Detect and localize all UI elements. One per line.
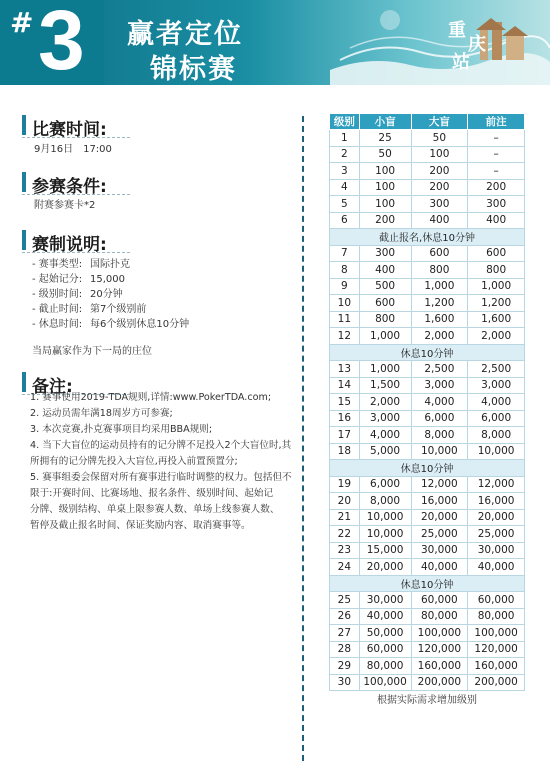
cell-ante: 100,000 (468, 625, 525, 642)
cell-small-blind: 30,000 (359, 592, 411, 609)
table-header-row (330, 114, 525, 130)
section-accent-bar (22, 372, 26, 392)
cell-ante: – (468, 130, 525, 147)
cell-big-blind: 200 (411, 179, 468, 196)
cell-big-blind: 8,000 (411, 427, 468, 444)
cell-ante: 600 (468, 245, 525, 262)
cell-ante: 160,000 (468, 658, 525, 675)
cell-level: 20 (330, 493, 360, 510)
cell-small-blind: 3,000 (359, 410, 411, 427)
break-row (330, 460, 525, 477)
cell-level: 27 (330, 625, 360, 642)
section-divider (22, 252, 130, 253)
note-line: 3. 本次竞赛,扑克赛事项目均采用BBA规则; (30, 424, 213, 435)
cell-small-blind: 60,000 (359, 641, 411, 658)
cell-big-blind: 25,000 (411, 526, 468, 543)
cell-small-blind: 1,000 (359, 361, 411, 378)
section-divider (22, 194, 130, 195)
rule-item: - 起始记分: 15,000 (32, 274, 125, 285)
cell-ante: 1,600 (468, 311, 525, 328)
cell-small-blind: 1,500 (359, 377, 411, 394)
cell-big-blind: 100 (411, 146, 468, 163)
cell-level: 11 (330, 311, 360, 328)
cell-ante: 2,500 (468, 361, 525, 378)
note-line: 分牌、级别结构、单桌上限参赛人数、单场上线参赛人数、 (30, 504, 280, 515)
cell-big-blind: 6,000 (411, 410, 468, 427)
cell-small-blind: 20,000 (359, 559, 411, 576)
cell-small-blind: 80,000 (359, 658, 411, 675)
cell-small-blind: 100 (359, 163, 411, 180)
rule-item: - 赛事类型: 国际扑克 (32, 259, 130, 270)
cell-ante: 120,000 (468, 641, 525, 658)
station-char-3: 站 (452, 52, 470, 73)
note-line: 4. 当下大盲位的运动员持有的记分牌不足投入2个大盲位时,其 (30, 440, 292, 451)
break-row (330, 344, 525, 361)
time-section-title: 比赛时间: (32, 120, 107, 140)
cell-small-blind: 200 (359, 212, 411, 229)
cell-ante: 300 (468, 196, 525, 213)
note-line: 1. 赛事使用2019-TDA规则,详情:www.PokerTDA.com; (30, 392, 272, 403)
cell-ante: 25,000 (468, 526, 525, 543)
event-number: 3 (38, 0, 85, 85)
table-row (330, 377, 525, 394)
table-row (330, 625, 525, 642)
cell-level: 19 (330, 476, 360, 493)
cell-big-blind: 60,000 (411, 592, 468, 609)
table-body (330, 130, 525, 691)
header-big-blind: 大盲 (411, 114, 468, 130)
table-row (330, 163, 525, 180)
cell-small-blind: 5,000 (359, 443, 411, 460)
table-row (330, 608, 525, 625)
section-divider (22, 137, 130, 138)
station-char-1: 重 (448, 20, 466, 41)
event-title-line2: 锦标赛 (150, 54, 237, 85)
cell-ante: 20,000 (468, 509, 525, 526)
header-level: 级别 (330, 114, 360, 130)
cell-level: 12 (330, 328, 360, 345)
cell-big-blind: 16,000 (411, 493, 468, 510)
cell-level: 15 (330, 394, 360, 411)
header-banner (0, 0, 550, 85)
column-divider (302, 116, 304, 761)
cell-small-blind: 50,000 (359, 625, 411, 642)
cell-small-blind: 100,000 (359, 674, 411, 691)
cell-big-blind: 120,000 (411, 641, 468, 658)
station-char-2: 庆 (468, 34, 486, 55)
break-label: 截止报名,休息10分钟 (330, 229, 525, 246)
cell-level: 29 (330, 658, 360, 675)
table-row (330, 410, 525, 427)
cell-level: 25 (330, 592, 360, 609)
cell-big-blind: 1,600 (411, 311, 468, 328)
cell-big-blind: 800 (411, 262, 468, 279)
rule-item: - 休息时间: 每6个级别休息10分钟 (32, 319, 190, 330)
table-row (330, 311, 525, 328)
cell-ante: 2,000 (468, 328, 525, 345)
table-footnote: 根据实际需求增加级别 (377, 695, 477, 706)
cell-big-blind: 2,000 (411, 328, 468, 345)
cell-level: 17 (330, 427, 360, 444)
cell-ante: 3,000 (468, 377, 525, 394)
note-line: 限于:开赛时间、比赛场地、报名条件、级别时间、起始记 (30, 488, 274, 499)
cell-level: 7 (330, 245, 360, 262)
cell-big-blind: 300 (411, 196, 468, 213)
cell-small-blind: 10,000 (359, 526, 411, 543)
rule-extra-note: 当局赢家作为下一局的庄位 (32, 346, 152, 357)
break-row (330, 575, 525, 592)
cell-ante: 200 (468, 179, 525, 196)
table-row (330, 394, 525, 411)
cell-small-blind: 800 (359, 311, 411, 328)
cell-level: 5 (330, 196, 360, 213)
cell-ante: 80,000 (468, 608, 525, 625)
cell-ante: 1,200 (468, 295, 525, 312)
cell-big-blind: 12,000 (411, 476, 468, 493)
section-accent-bar (22, 115, 26, 135)
cell-big-blind: 10,000 (411, 443, 468, 460)
cell-level: 24 (330, 559, 360, 576)
note-line: 5. 赛事组委会保留对所有赛事进行临时调整的权力。包括但不 (30, 472, 292, 483)
table-row (330, 526, 525, 543)
cell-big-blind: 1,200 (411, 295, 468, 312)
cell-big-blind: 30,000 (411, 542, 468, 559)
cell-small-blind: 500 (359, 278, 411, 295)
cell-small-blind: 40,000 (359, 608, 411, 625)
cell-small-blind: 2,000 (359, 394, 411, 411)
cell-small-blind: 300 (359, 245, 411, 262)
table-row (330, 674, 525, 691)
table-row (330, 559, 525, 576)
cell-ante: 12,000 (468, 476, 525, 493)
hash-symbol: # (10, 6, 34, 39)
table-row (330, 212, 525, 229)
cell-ante: 400 (468, 212, 525, 229)
table-row (330, 130, 525, 147)
cell-big-blind: 4,000 (411, 394, 468, 411)
cell-ante: 40,000 (468, 559, 525, 576)
cell-big-blind: 160,000 (411, 658, 468, 675)
section-accent-bar (22, 172, 26, 192)
break-row (330, 229, 525, 246)
table-row (330, 427, 525, 444)
cell-level: 3 (330, 163, 360, 180)
cell-ante: 8,000 (468, 427, 525, 444)
cell-ante: – (468, 163, 525, 180)
cell-ante: 1,000 (468, 278, 525, 295)
cell-small-blind: 15,000 (359, 542, 411, 559)
cell-level: 26 (330, 608, 360, 625)
table-row (330, 493, 525, 510)
rule-item: - 级别时间: 20分钟 (32, 289, 123, 300)
cell-small-blind: 50 (359, 146, 411, 163)
cell-level: 8 (330, 262, 360, 279)
cell-level: 10 (330, 295, 360, 312)
cell-level: 1 (330, 130, 360, 147)
cell-big-blind: 600 (411, 245, 468, 262)
cell-small-blind: 600 (359, 295, 411, 312)
table-row (330, 592, 525, 609)
cell-small-blind: 8,000 (359, 493, 411, 510)
cell-ante: 6,000 (468, 410, 525, 427)
cell-small-blind: 100 (359, 179, 411, 196)
section-accent-bar (22, 230, 26, 250)
table-row (330, 262, 525, 279)
header-ante: 前注 (468, 114, 525, 130)
table-row (330, 295, 525, 312)
entry-section-title: 参赛条件: (32, 177, 107, 197)
table-row (330, 476, 525, 493)
cell-level: 18 (330, 443, 360, 460)
cell-ante: 200,000 (468, 674, 525, 691)
cell-level: 23 (330, 542, 360, 559)
cell-level: 9 (330, 278, 360, 295)
cell-level: 22 (330, 526, 360, 543)
break-label: 休息10分钟 (330, 460, 525, 477)
table-row (330, 278, 525, 295)
cell-level: 13 (330, 361, 360, 378)
table-row (330, 641, 525, 658)
cell-small-blind: 4,000 (359, 427, 411, 444)
event-title-line1: 赢者定位 (127, 19, 243, 50)
cell-big-blind: 400 (411, 212, 468, 229)
cell-ante: 4,000 (468, 394, 525, 411)
table-row (330, 542, 525, 559)
chongqing-skyline-illustration (330, 0, 550, 85)
cell-ante: 60,000 (468, 592, 525, 609)
cell-big-blind: 20,000 (411, 509, 468, 526)
table-row (330, 328, 525, 345)
cell-ante: – (468, 146, 525, 163)
rule-item: - 截止时间: 第7个级别前 (32, 304, 147, 315)
cell-big-blind: 3,000 (411, 377, 468, 394)
notes-list (30, 390, 300, 534)
cell-level: 4 (330, 179, 360, 196)
header-small-blind: 小盲 (359, 114, 411, 130)
cell-small-blind: 400 (359, 262, 411, 279)
cell-level: 28 (330, 641, 360, 658)
cell-big-blind: 50 (411, 130, 468, 147)
note-line: 所拥有的记分牌先投入大盲位,再投入前置预置分; (30, 456, 238, 467)
note-line: 2. 运动员需年满18周岁方可参赛; (30, 408, 173, 419)
break-label: 休息10分钟 (330, 344, 525, 361)
cell-ante: 16,000 (468, 493, 525, 510)
cell-big-blind: 80,000 (411, 608, 468, 625)
table-row (330, 245, 525, 262)
table-row (330, 179, 525, 196)
cell-big-blind: 2,500 (411, 361, 468, 378)
cell-level: 6 (330, 212, 360, 229)
cell-big-blind: 100,000 (411, 625, 468, 642)
cell-level: 30 (330, 674, 360, 691)
time-value: 9月16日 17:00 (34, 144, 112, 155)
cell-small-blind: 6,000 (359, 476, 411, 493)
notes-section-title: 备注: (32, 377, 73, 397)
table-row (330, 443, 525, 460)
event-number-box (0, 0, 104, 85)
cell-level: 2 (330, 146, 360, 163)
cell-big-blind: 40,000 (411, 559, 468, 576)
blind-structure-table (329, 113, 525, 691)
cell-small-blind: 1,000 (359, 328, 411, 345)
note-line: 暂停及截止报名时间、保证奖励内容、取消赛事等。 (30, 520, 251, 531)
table-row (330, 509, 525, 526)
entry-value: 附赛参赛卡*2 (34, 200, 96, 211)
cell-big-blind: 1,000 (411, 278, 468, 295)
cell-big-blind: 200,000 (411, 674, 468, 691)
table-row (330, 196, 525, 213)
cell-small-blind: 25 (359, 130, 411, 147)
table-row (330, 658, 525, 675)
cell-ante: 800 (468, 262, 525, 279)
cell-level: 16 (330, 410, 360, 427)
table-row (330, 146, 525, 163)
table-row (330, 361, 525, 378)
rules-section-title: 赛制说明: (32, 235, 107, 255)
cell-big-blind: 200 (411, 163, 468, 180)
cell-level: 14 (330, 377, 360, 394)
cell-small-blind: 100 (359, 196, 411, 213)
cell-ante: 10,000 (468, 443, 525, 460)
cell-level: 21 (330, 509, 360, 526)
cell-ante: 30,000 (468, 542, 525, 559)
break-label: 休息10分钟 (330, 575, 525, 592)
cell-small-blind: 10,000 (359, 509, 411, 526)
